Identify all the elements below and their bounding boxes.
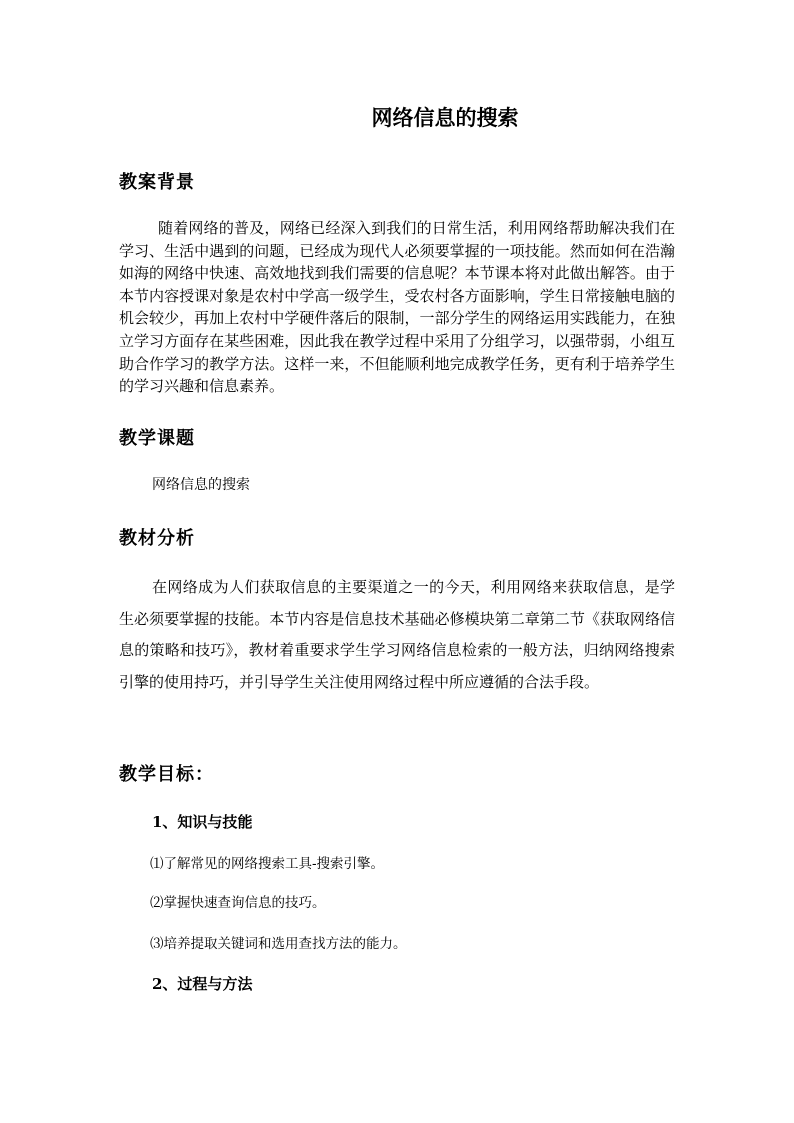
topic-text: 网络信息的搜索 — [152, 477, 250, 493]
background-paragraph: 随着网络的普及，网络已经深入到我们的日常生活，利用网络帮助解决我们在学习、生活中遇到的问题，已经成为现代人必须要掌握的一项技能。然而如何在浩瀚如海的网络中快速、高效地找到我们需要的信息呢？本节课本将对此做出解答。由于本节内容授课对象是农村中学高一级学生，受农村各方面影响，学生日常接触电脑的机会较少，再加上农村中学硬件落后的限制，一部分学生的网络运用实践能力，在独立学习方面存在某些困难，因此我在教学过程中采用了分组学习，以强带弱，小组互助合作学习的教学方法。这样一来，不但能顺利地完成教学任务，更有利于培养学生的学习兴趣和信息素养。 — [119, 219, 675, 396]
section-heading-topic: 教学课题 — [119, 428, 195, 449]
objective-item: ⑶培养提取关键词和选用查找方法的能力。 — [150, 936, 407, 952]
section-heading-background: 教案背景 — [119, 172, 195, 193]
objective-item: ⑵掌握快速查询信息的技巧。 — [150, 895, 326, 911]
objectives-subheading-process: 2、过程与方法 — [152, 975, 253, 993]
section-heading-analysis: 教材分析 — [119, 528, 195, 549]
objectives-subheading-knowledge: 1、知识与技能 — [152, 813, 253, 831]
section-heading-objectives: 教学目标： — [119, 764, 214, 785]
document-title: 网络信息的搜索 — [371, 105, 519, 130]
analysis-paragraph: 在网络成为人们获取信息的主要渠道之一的今天，利用网络来获取信息，是学生必须要掌握的技能。本节内容是信息技术基础必修模块第二章第二节《获取网络信息的策略和技巧》，教材着重要求学生学习网络信息检索的一般方法，归纳网络搜索引擎的使用持巧，并引导学生关注使用网络过程中所应遵循的合法手段。 — [119, 578, 675, 691]
objective-item: ⑴了解常见的网络搜索工具-搜索引擎。 — [150, 856, 385, 872]
